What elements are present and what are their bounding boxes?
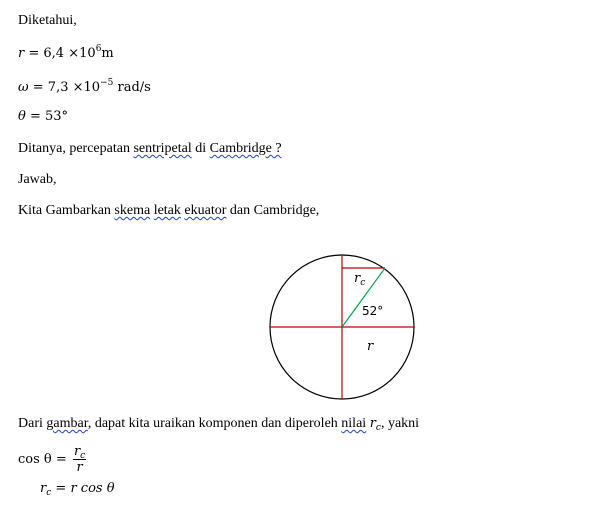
- question-prefix: Ditanya, percepatan: [18, 141, 134, 156]
- omega-symbol: ω: [18, 80, 29, 95]
- formula2-rhs: r cos θ: [70, 481, 115, 496]
- sketch-word-ekuator: ekuator: [184, 203, 227, 218]
- conclusion-part1: Dari: [18, 416, 47, 431]
- sketch-intro-text: [18, 202, 319, 220]
- formula-func: cos θ: [18, 452, 52, 467]
- omega-times: ×: [72, 80, 84, 95]
- conclusion-text: [18, 415, 419, 433]
- given-r: [18, 45, 114, 63]
- question-middle: di: [191, 141, 210, 156]
- r-exp: 6: [95, 44, 102, 54]
- formula2-eq: =: [55, 481, 67, 496]
- r-base: 10: [79, 46, 96, 61]
- theta-symbol: θ: [18, 109, 26, 124]
- omega-exp: −5: [100, 78, 114, 88]
- conclusion-part3: , yakni: [380, 416, 420, 431]
- given-theta: [18, 108, 68, 126]
- sketch-suffix: dan Cambridge,: [226, 203, 320, 218]
- fraction-denominator: r: [76, 460, 83, 475]
- answer-label: Jawab,: [18, 172, 57, 187]
- radius-line: [342, 268, 385, 327]
- question-word-sentripetal: sentripetal: [133, 141, 192, 156]
- angle-label: 52°: [362, 304, 384, 318]
- conclusion-part2: , dapat kita uraikan komponen dan diperoleh: [87, 416, 342, 431]
- rc-label: $r_c$: [354, 271, 366, 288]
- question-text: [18, 140, 282, 158]
- conclusion-symbol: $r_c$: [369, 416, 381, 433]
- sketch-prefix: Kita Gambarkan: [18, 203, 115, 218]
- sketch-word-letak: letak: [153, 203, 181, 218]
- conclusion-word-nilai: nilai: [341, 416, 367, 431]
- omega-mantissa: 7,3: [47, 80, 69, 95]
- r-symbol: r: [18, 46, 25, 61]
- r-eq: =: [28, 46, 40, 61]
- theta-eq: =: [29, 109, 41, 124]
- formula-rc: [40, 480, 115, 498]
- r-unit: m: [101, 46, 114, 61]
- conclusion-word-gambar: gambar: [46, 416, 88, 431]
- omega-base: 10: [83, 80, 101, 95]
- earth-diagram: [265, 248, 420, 403]
- sketch-word-skema: skema: [114, 203, 151, 218]
- formula-cos: [18, 444, 86, 475]
- fraction-numerator: $r_c$: [73, 444, 86, 461]
- r-label: r: [367, 339, 374, 354]
- formula2-lhs: $r_c$: [40, 481, 52, 498]
- formula-fraction: [73, 444, 86, 475]
- intro-text: Diketahui,: [18, 13, 77, 28]
- r-times: ×: [68, 46, 80, 61]
- formula-eq: =: [55, 452, 67, 467]
- theta-value: 53°: [45, 109, 69, 124]
- question-word-cambridge: Cambridge ?: [209, 141, 282, 156]
- omega-unit: rad/s: [117, 80, 151, 95]
- given-omega: [18, 79, 151, 97]
- r-mantissa: 6,4: [43, 46, 65, 61]
- omega-eq: =: [32, 80, 44, 95]
